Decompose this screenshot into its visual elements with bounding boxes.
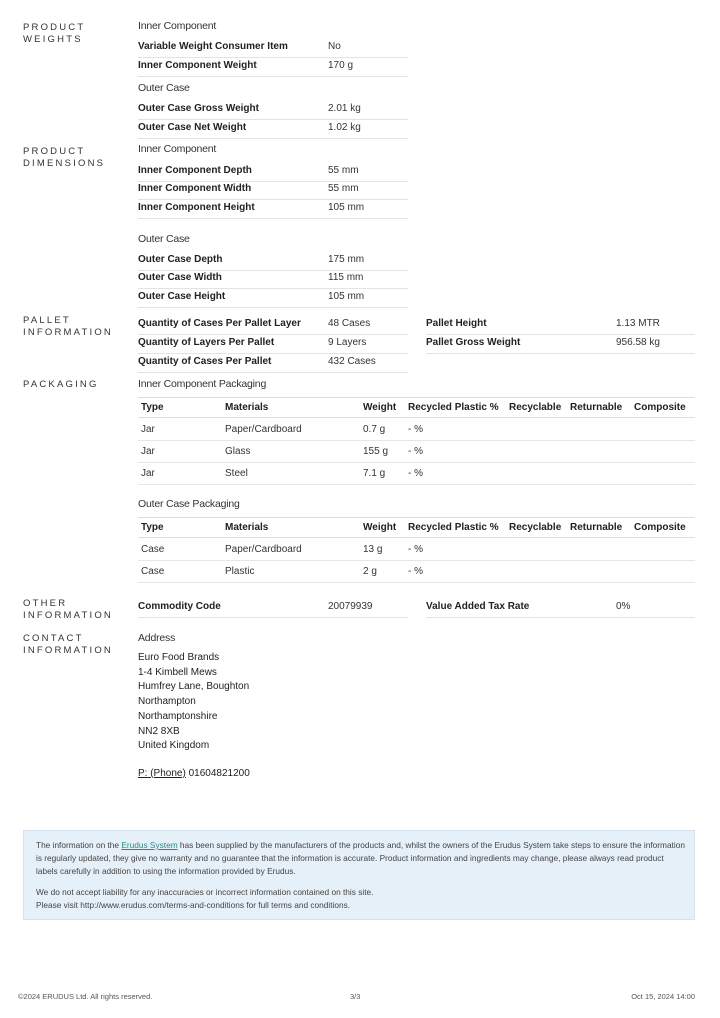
table-cell: Steel xyxy=(225,468,248,479)
row-value: 55 mm xyxy=(328,183,359,194)
table-cell: Case xyxy=(141,566,165,577)
table-cell: 2 g xyxy=(363,566,377,577)
table-cell: Jar xyxy=(141,424,155,435)
section-label-line: PRODUCT xyxy=(23,146,86,157)
section-label-line: DIMENSIONS xyxy=(23,158,106,169)
row-label: Variable Weight Consumer Item xyxy=(138,41,288,52)
dimension-row xyxy=(138,180,408,200)
column-header: Returnable xyxy=(570,402,623,413)
section-label-product-weights xyxy=(23,22,85,46)
row-value: No xyxy=(328,41,341,52)
column-header: Weight xyxy=(363,522,397,533)
row-label: Commodity Code xyxy=(138,601,221,612)
footer-copyright: ©2024 ERUDUS Ltd. All rights reserved. xyxy=(18,992,153,1001)
weight-row xyxy=(138,100,408,120)
table-row xyxy=(138,442,695,463)
phone-number: 01604821200 xyxy=(188,768,250,779)
address-line: Euro Food Brands xyxy=(138,652,220,663)
weight-row xyxy=(138,57,408,77)
section-label-line: PRODUCT xyxy=(23,22,86,33)
row-label: Pallet Gross Weight xyxy=(426,337,521,348)
section-label-product-dimensions xyxy=(23,146,105,170)
table-row xyxy=(138,562,695,583)
disclaimer-text: The information on the xyxy=(36,840,120,850)
row-label: Outer Case Width xyxy=(138,272,222,283)
dimension-row xyxy=(138,288,408,308)
row-label: Value Added Tax Rate xyxy=(426,601,530,612)
column-header: Materials xyxy=(225,402,269,413)
section-label-line: WEIGHTS xyxy=(23,34,83,45)
column-header: Composite xyxy=(634,522,686,533)
footer-page-number: 3/3 xyxy=(350,992,361,1001)
table-cell: 155 g xyxy=(363,446,389,457)
row-label: Inner Component Height xyxy=(138,202,255,213)
row-value: 105 mm xyxy=(328,291,365,302)
section-label-contact-information xyxy=(23,633,113,657)
column-header: Recyclable xyxy=(509,522,562,533)
section-label-line: INFORMATION xyxy=(23,610,113,621)
disclaimer-text: has been supplied by the manufacturers of the products and, whilst the owners of the Erudus System take steps to ensure the information is regularly updated, they give no warranty and no guarantee that the information is accurate. Product information and ingredients may change, please always read product labels carefully in addition to using the information provided by Erudus. xyxy=(36,840,685,876)
column-header: Type xyxy=(141,522,164,533)
section-label-line: INFORMATION xyxy=(23,645,113,656)
vat-rate-row xyxy=(426,598,695,618)
pallet-row xyxy=(426,315,695,335)
column-header: Weight xyxy=(363,402,397,413)
row-value: 9 Layers xyxy=(328,337,367,348)
table-header-row xyxy=(138,397,695,418)
table-cell: Paper/Cardboard xyxy=(225,544,302,555)
inner-packaging-title: Inner Component Packaging xyxy=(138,378,267,390)
address-line: NN2 8XB xyxy=(138,725,180,737)
row-value: 956.58 kg xyxy=(616,337,660,348)
pallet-row xyxy=(426,334,695,354)
table-cell: Jar xyxy=(141,468,155,479)
column-header: Recyclable xyxy=(509,402,562,413)
row-value: 55 mm xyxy=(328,165,359,176)
row-label: Inner Component Depth xyxy=(138,165,252,176)
address-line: United Kingdom xyxy=(138,740,210,752)
row-value: 175 mm xyxy=(328,254,365,265)
row-label: Quantity of Layers Per Pallet xyxy=(138,337,275,348)
address-line: Humfrey Lane, Boughton xyxy=(138,681,250,693)
table-cell: Plastic xyxy=(225,566,255,577)
weight-row xyxy=(138,38,408,58)
section-label-line: CONTACT xyxy=(23,633,84,644)
outer-packaging-table xyxy=(138,517,695,583)
weights-inner-title: Inner Component xyxy=(138,20,217,32)
erudus-system-link[interactable]: Erudus System xyxy=(121,840,178,850)
row-label: Outer Case Net Weight xyxy=(138,122,247,133)
row-label: Outer Case Height xyxy=(138,291,226,302)
table-cell: - % xyxy=(408,468,423,479)
dimension-row xyxy=(138,199,408,219)
commodity-code-row xyxy=(138,598,408,618)
table-cell: Paper/Cardboard xyxy=(225,424,302,435)
row-value: 432 Cases xyxy=(328,356,376,367)
section-label-line: INFORMATION xyxy=(23,327,113,338)
address-line: 1-4 Kimbell Mews xyxy=(138,666,217,678)
pallet-row xyxy=(138,334,408,354)
section-label-line: OTHER xyxy=(23,598,68,609)
section-label-pallet-information xyxy=(23,315,113,339)
disclaimer-paragraph xyxy=(36,839,686,878)
row-label: Outer Case Depth xyxy=(138,254,223,265)
table-cell: Case xyxy=(141,544,165,555)
disclaimer-notice xyxy=(23,830,695,920)
dimension-row xyxy=(138,251,408,271)
section-label-packaging xyxy=(23,379,99,391)
terms-text: Please visit http://www.erudus.com/terms-and-conditions for full terms and conditions. xyxy=(36,900,351,910)
row-value: 105 mm xyxy=(328,202,365,213)
footer-date: Oct 15, 2024 14:00 xyxy=(631,992,695,1001)
table-cell: Jar xyxy=(141,446,155,457)
column-header: Recycled Plastic % xyxy=(408,402,499,413)
pallet-row xyxy=(138,353,408,373)
table-row xyxy=(138,420,695,441)
address-line: Northamptonshire xyxy=(138,710,218,722)
table-row xyxy=(138,540,695,561)
column-header: Returnable xyxy=(570,522,623,533)
row-label: Pallet Height xyxy=(426,318,487,329)
table-header-row xyxy=(138,517,695,538)
pallet-row xyxy=(138,315,408,335)
table-row xyxy=(138,464,695,485)
table-cell: - % xyxy=(408,544,423,555)
row-value: 2.01 kg xyxy=(328,103,361,114)
row-value: 170 g xyxy=(328,60,354,71)
row-value: 0% xyxy=(616,601,631,612)
address-block xyxy=(138,651,249,754)
inner-packaging-table xyxy=(138,397,695,485)
row-value: 1.02 kg xyxy=(328,122,361,133)
column-header: Type xyxy=(141,402,164,413)
phone-label-link[interactable]: P: (Phone) xyxy=(138,768,186,779)
row-label: Inner Component Weight xyxy=(138,60,257,71)
table-cell: - % xyxy=(408,566,423,577)
dimensions-outer-title: Outer Case xyxy=(138,233,190,245)
phone-line xyxy=(138,767,250,782)
column-header: Composite xyxy=(634,402,686,413)
dimension-row xyxy=(138,269,408,289)
column-header: Recycled Plastic % xyxy=(408,522,499,533)
row-value: 1.13 MTR xyxy=(616,318,660,329)
row-value: 48 Cases xyxy=(328,318,371,329)
liability-text: We do not accept liability for any inaccuracies or incorrect information contained on this site. xyxy=(36,887,374,897)
address-title: Address xyxy=(138,632,176,644)
table-cell: Glass xyxy=(225,446,251,457)
column-header: Materials xyxy=(225,522,269,533)
address-line: Northampton xyxy=(138,696,196,708)
dimensions-inner-title: Inner Component xyxy=(138,143,217,155)
row-label: Outer Case Gross Weight xyxy=(138,103,259,114)
table-cell: 0.7 g xyxy=(363,424,386,435)
row-label: Inner Component Width xyxy=(138,183,252,194)
table-cell: - % xyxy=(408,446,423,457)
table-cell: - % xyxy=(408,424,423,435)
section-label-other-information xyxy=(23,598,113,622)
row-value: 115 mm xyxy=(328,272,364,283)
section-label-line: PALLET xyxy=(23,315,71,326)
row-value: 20079939 xyxy=(328,601,373,612)
row-label: Quantity of Cases Per Pallet xyxy=(138,356,272,367)
section-label-line: PACKAGING xyxy=(23,379,99,390)
weights-outer-title: Outer Case xyxy=(138,82,190,94)
outer-packaging-title: Outer Case Packaging xyxy=(138,498,240,510)
weight-row xyxy=(138,119,408,139)
liability-paragraph xyxy=(36,886,686,912)
dimension-row xyxy=(138,162,408,182)
row-label: Quantity of Cases Per Pallet Layer xyxy=(138,318,301,329)
table-cell: 7.1 g xyxy=(363,468,386,479)
table-cell: 13 g xyxy=(363,544,383,555)
